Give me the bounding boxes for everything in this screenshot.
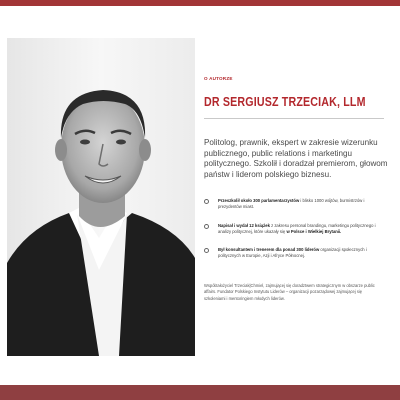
bullet-bold-text: Przeszkolił około 300 parlamentarzystów — [218, 198, 300, 203]
section-label: O AUTORZE — [204, 76, 233, 81]
bullet-bold-text: w Polsce i Wielkiej Brytanii. — [286, 228, 342, 234]
bullet-text: organizacji społecznych i politycznych w Europie, Azji i Afryce Północnej. — [218, 247, 367, 259]
author-portrait — [7, 38, 195, 356]
bullet-circle-icon — [204, 224, 209, 229]
footer-paragraph: Współzałożyciel Trzeciak|Chmiel, zajmującej się doradztwem strategicznym w obszarze public affairs. Fundator Polskiego Instytutu Liderów – organizacji pozarządowej zajmującej się szkoleniami i mentoringiem młodych liderów. — [204, 283, 375, 301]
author-name: DR SERGIUSZ TRZECIAK, LLM — [204, 94, 366, 109]
top-accent-bar — [0, 0, 400, 6]
list-item — [204, 223, 388, 236]
intro-text: Politolog, prawnik, ekspert w zakresie wizerunku publicznego, public relations i marketingu politycznego. Szkolił i doradzał premierom, głowom państw i liderom polskiego biznesu. — [204, 138, 388, 179]
list-item — [204, 247, 388, 260]
bullet-bold-text: Napisał i wydał 12 książek — [218, 222, 270, 228]
bullet-circle-icon — [204, 199, 209, 204]
bullet-text: z zakresu personal brandingu, marketingu politycznego i analizy politycznej, które ukazały się — [218, 222, 376, 234]
list-item — [204, 198, 388, 211]
bullet-list — [204, 198, 388, 272]
bullet-text: i blisko 1000 wójtów, burmistrzów i prezydentów miast. — [218, 198, 365, 210]
bottom-accent-bar — [0, 385, 400, 400]
author-photo — [7, 38, 195, 356]
divider — [204, 118, 384, 119]
bullet-bold-text: Był konsultantem i trenerem dla ponad 300 liderów — [218, 247, 320, 253]
bullet-circle-icon — [204, 248, 209, 253]
